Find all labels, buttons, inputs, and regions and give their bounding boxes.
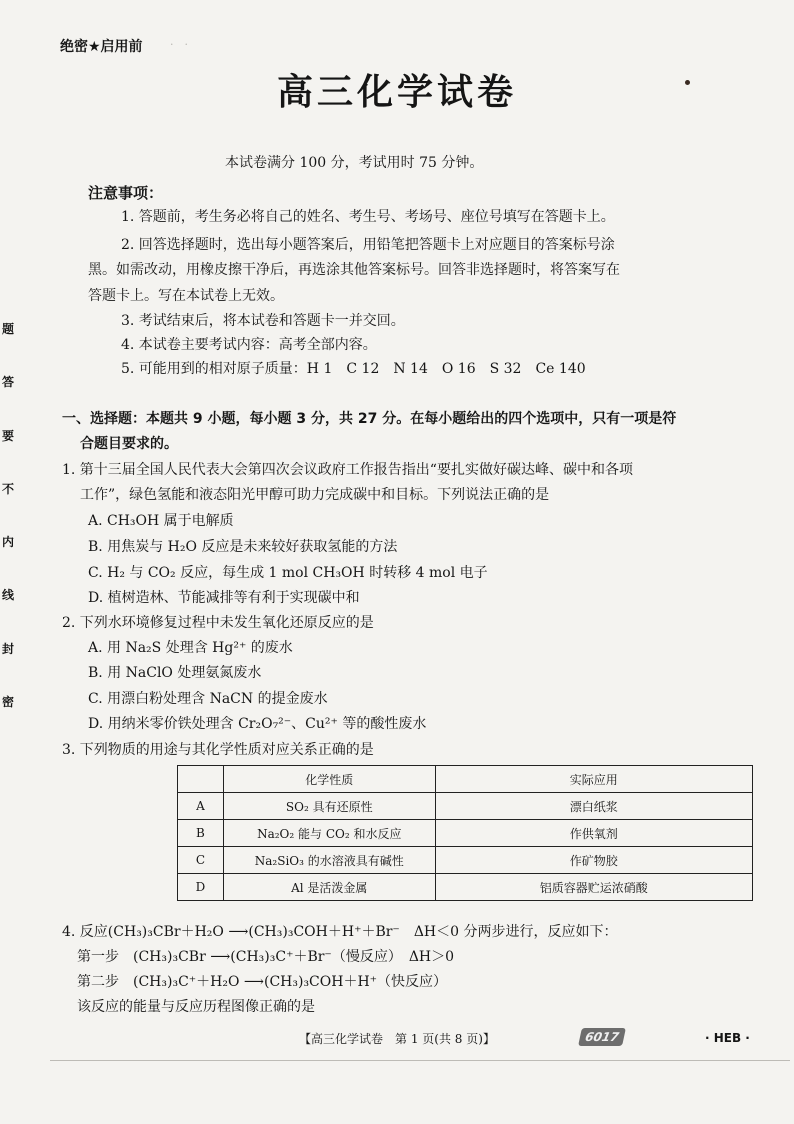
notes-heading: 注意事项： <box>88 184 164 202</box>
page-footer: 【高三化学试卷 第 1 页(共 8 页)】 <box>299 1032 495 1046</box>
question-1-stem-cont: 工作”，绿色氢能和液态阳光甲醇可助力完成碳中和目标。下列说法正确的是 <box>80 487 550 503</box>
question-2-option-c: C. 用漂白粉处理含 NaCN 的提金废水 <box>88 691 328 707</box>
section-heading: 一、选择题：本题共 9 小题，每小题 3 分，共 27 分。在每小题给出的四个选项中，只有一项是符 <box>62 411 677 427</box>
note-item: 1. 答题前，考生务必将自己的姓名、考生号、考场号、座位号填写在答题卡上。 <box>121 209 615 225</box>
side-label: 题 <box>1 322 14 336</box>
table-cell: 漂白纸浆 <box>435 793 752 820</box>
table-header-cell <box>178 766 224 793</box>
question-1-option-c: C. H₂ 与 CO₂ 反应，每生成 1 mol CH₃OH 时转移 4 mol 电子 <box>88 565 488 581</box>
table-cell: SO₂ 具有还原性 <box>223 793 435 820</box>
note-item: 5. 可能用到的相对原子质量：H 1 C 12 N 14 O 16 S 32 Ce 140 <box>121 361 586 377</box>
question-2-stem: 2. 下列水环境修复过程中未发生氧化还原反应的是 <box>62 615 374 631</box>
table-cell: 作供氧剂 <box>435 820 752 847</box>
table-row <box>178 793 753 820</box>
side-label: 不 <box>1 481 14 496</box>
exam-intro: 本试卷满分 100 分，考试用时 75 分钟。 <box>225 155 484 171</box>
side-label: 密 <box>1 694 14 709</box>
confidential-label: 绝密★启用前 <box>60 39 143 55</box>
exam-title: 高三化学试卷 <box>276 72 517 113</box>
note-item: 答题卡上。写在本试卷上无效。 <box>88 288 284 304</box>
question-3-stem: 3. 下列物质的用途与其化学性质对应关系正确的是 <box>62 742 374 758</box>
table-cell: Na₂O₂ 能与 CO₂ 和水反应 <box>223 820 435 847</box>
question-4-stem: 4. 反应(CH₃)₃CBr＋H₂O ⟶(CH₃)₃COH＋H⁺＋Br⁻ ΔH＜0 分两步进行，反应如下： <box>62 924 618 940</box>
property-use-table <box>177 765 753 901</box>
region-code: · HEB · <box>705 1031 750 1045</box>
side-label: 内 <box>1 535 14 550</box>
exam-code-badge: 6017 <box>578 1028 626 1046</box>
table-row <box>178 820 753 847</box>
table-row <box>178 874 753 901</box>
binding-margin-labels <box>0 320 16 710</box>
question-1-option-d: D. 植树造林、节能减排等有利于实现碳中和 <box>88 590 360 606</box>
question-2-option-d: D. 用纳米零价铁处理含 Cr₂O₇²⁻、Cu²⁺ 等的酸性废水 <box>88 716 427 732</box>
section-heading-cont: 合题目要求的。 <box>80 436 178 452</box>
question-2-option-b: B. 用 NaClO 处理氨氮废水 <box>88 665 262 681</box>
note-item: 3. 考试结束后，将本试卷和答题卡一并交回。 <box>121 313 405 329</box>
table-header-cell: 实际应用 <box>435 766 752 793</box>
question-4-ask: 该反应的能量与反应历程图像正确的是 <box>77 999 315 1015</box>
table-cell: D <box>178 874 224 901</box>
question-4-step-2: 第二步 (CH₃)₃C⁺＋H₂O ⟶(CH₃)₃COH＋H⁺（快反应） <box>77 974 448 990</box>
side-label: 答 <box>1 375 14 390</box>
table-cell: Al 是活泼金属 <box>223 874 435 901</box>
table-cell: 作矿物胶 <box>435 847 752 874</box>
question-1-option-b: B. 用焦炭与 H₂O 反应是未来较好获取氢能的方法 <box>88 539 398 555</box>
table-row <box>178 847 753 874</box>
note-item: 黑。如需改动，用橡皮擦干净后，再选涂其他答案标号。回答非选择题时，将答案写在 <box>88 262 620 278</box>
question-1-option-a: A. CH₃OH 属于电解质 <box>88 513 234 529</box>
table-cell: B <box>178 820 224 847</box>
table-header-cell: 化学性质 <box>223 766 435 793</box>
table-cell: 铝质容器贮运浓硝酸 <box>435 874 752 901</box>
question-1-stem: 1. 第十三届全国人民代表大会第四次会议政府工作报告指出“要扎实做好碳达峰、碳中和各项 <box>62 462 633 478</box>
table-cell: C <box>178 847 224 874</box>
table-header-row <box>178 766 753 793</box>
question-2-option-a: A. 用 Na₂S 处理含 Hg²⁺ 的废水 <box>88 640 293 656</box>
bleed-through-text: · · <box>170 38 254 51</box>
question-4-step-1: 第一步 (CH₃)₃CBr ⟶(CH₃)₃C⁺＋Br⁻（慢反应） ΔH＞0 <box>77 949 455 965</box>
note-item: 2. 回答选择题时，选出每小题答案后，用铅笔把答题卡上对应题目的答案标号涂 <box>121 237 615 253</box>
note-item: 4. 本试卷主要考试内容：高考全部内容。 <box>121 337 377 353</box>
table-cell: Na₂SiO₃ 的水溶液具有碱性 <box>223 847 435 874</box>
side-label: 封 <box>1 641 14 656</box>
table-cell: A <box>178 793 224 820</box>
scan-edge-line <box>50 1060 790 1061</box>
side-label: 线 <box>1 588 14 603</box>
side-label: 要 <box>1 428 14 443</box>
